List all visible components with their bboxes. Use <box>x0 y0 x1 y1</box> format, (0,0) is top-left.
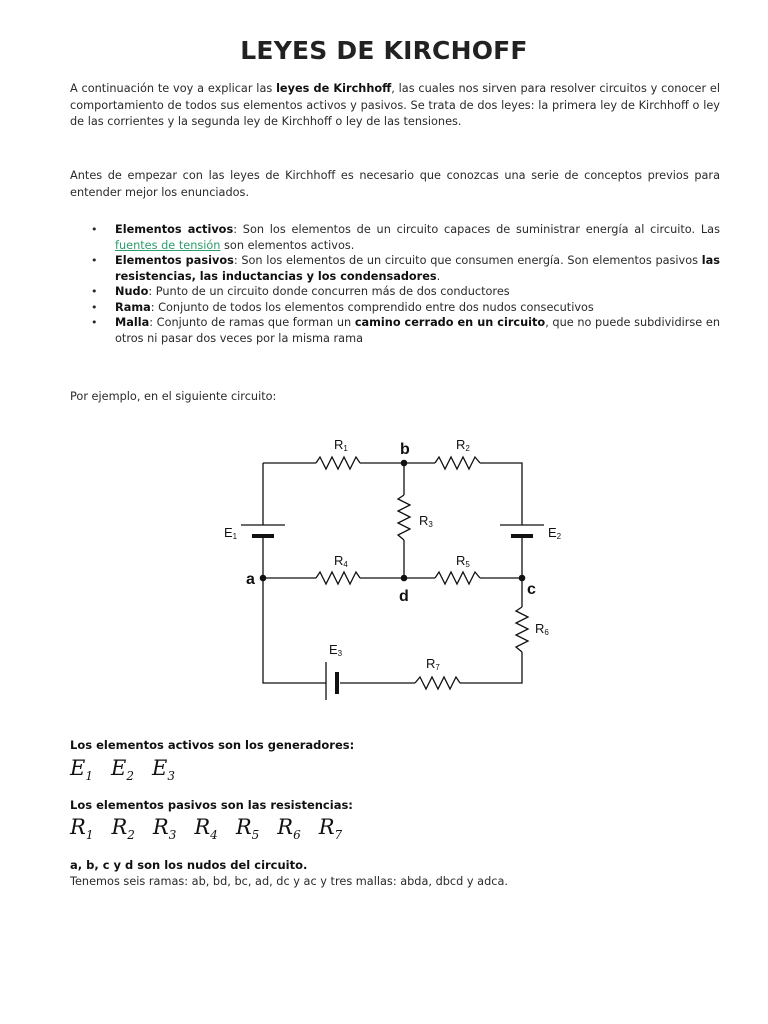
symbol-base: R <box>152 815 169 839</box>
passive-elements-symbols <box>70 815 720 842</box>
term-elementos-pasivos: Elementos pasivos <box>115 254 234 267</box>
active-elements-symbols <box>70 756 720 783</box>
symbol-base: R <box>318 815 335 839</box>
label-e1: E1 <box>224 525 238 541</box>
symbol-base: R <box>235 815 252 839</box>
label-r6: R6 <box>535 621 549 637</box>
symbol-subscript: 3 <box>167 769 175 784</box>
definition-text: : Punto de un circuito donde concurren más de dos conductores <box>148 285 510 298</box>
symbol-base: E <box>70 756 86 780</box>
definition-text: : Son los elementos de un circuito capaces de suministrar energía al circuito. Las <box>233 223 720 236</box>
intro-text-1: A continuación te voy a explicar las <box>70 82 277 95</box>
bullet-icon: • <box>91 285 98 298</box>
symbol-subscript: 4 <box>210 828 218 843</box>
definition-text: son elementos activos. <box>220 238 355 252</box>
math-symbol-r2 <box>111 815 134 842</box>
term-rama: Rama <box>115 300 151 314</box>
example-paragraph: Por ejemplo, en el siguiente circuito: <box>70 390 277 403</box>
fuentes-de-tension-link[interactable]: fuentes de tensión <box>115 238 221 252</box>
resistor-r7 <box>415 677 460 689</box>
symbol-subscript: 2 <box>127 828 135 843</box>
label-e3: E3 <box>329 642 343 658</box>
symbol-subscript: 6 <box>293 828 301 843</box>
list-item-nudo <box>91 284 720 300</box>
symbol-base: E <box>151 756 168 780</box>
resistor-r6 <box>516 607 528 652</box>
label-r2: R2 <box>456 437 470 453</box>
math-symbol-r1 <box>70 815 93 842</box>
symbol-base: R <box>70 815 86 839</box>
bullet-icon: • <box>91 254 98 267</box>
symbol-subscript: 1 <box>85 828 94 843</box>
resistor-r5 <box>435 572 480 584</box>
list-item-malla <box>91 315 720 346</box>
passive-elements-heading: Los elementos pasivos son las resistencias: <box>70 798 353 812</box>
nodes-heading: a, b, c y d son los nudos del circuito. <box>70 858 308 872</box>
bullet-icon: • <box>91 316 98 329</box>
math-symbol-r4 <box>194 815 217 842</box>
symbol-base: R <box>111 815 128 839</box>
circuit-diagram <box>200 420 580 700</box>
label-node-b: b <box>400 441 410 458</box>
symbol-subscript: 2 <box>126 769 134 784</box>
math-symbol-r7 <box>319 815 342 842</box>
math-symbol-e3 <box>152 756 175 783</box>
wire <box>263 578 326 683</box>
math-symbol-r3 <box>153 815 176 842</box>
symbol-subscript: 7 <box>334 828 343 843</box>
label-node-d: d <box>399 588 409 605</box>
list-item-elementos-pasivos <box>91 253 720 284</box>
page-title: LEYES DE KIRCHOFF <box>240 36 528 65</box>
resistor-r4 <box>316 572 360 584</box>
symbol-base: R <box>277 815 294 839</box>
definition-text: : Conjunto de ramas que forman un <box>149 316 355 329</box>
wire <box>460 652 522 683</box>
label-node-a: a <box>246 571 255 588</box>
intro-bold-term: leyes de Kirchhoff <box>276 82 392 95</box>
label-node-c: c <box>527 581 536 598</box>
wire <box>480 463 522 525</box>
math-symbol-r6 <box>277 815 300 842</box>
definition-text: : Son los elementos de un circuito que consumen energía. Son elementos pasivos <box>233 254 702 267</box>
node-dot-c <box>519 575 526 582</box>
definition-text: , que no puede subdividirse en otros ni pasar dos veces por la misma rama <box>115 316 720 345</box>
symbol-subscript: 3 <box>168 828 177 843</box>
before-paragraph: Antes de empezar con las leyes de Kirchhoff es necesario que conozcas una serie de conceptos previos para entender mejor los enunciados. <box>70 169 720 199</box>
label-r7: R7 <box>426 656 440 672</box>
definition-bold: las resistencias, las inductancias y los condensadores <box>115 254 720 283</box>
definition-text: : Conjunto de todos los elementos comprendido entre dos nudos consecutivos <box>150 300 594 314</box>
definition-bold: camino cerrado en un circuito <box>354 316 546 329</box>
intro-text-2: , las cuales nos sirven para resolver circuitos y conocer el comportamiento de todos sus elementos activos y pasivos. Se trata de dos leyes: la primera ley de Kirchhoff o ley de las corrientes y la segunda ley de Kirchhoff o ley de las tensiones. <box>70 82 721 128</box>
term-nudo: Nudo <box>115 285 149 298</box>
symbol-subscript: 5 <box>251 828 260 843</box>
symbol-base: R <box>194 815 211 839</box>
bullet-icon: • <box>91 223 98 236</box>
term-elementos-activos: Elementos activos <box>115 223 234 236</box>
intro-paragraph <box>70 81 720 131</box>
node-dot-d <box>401 575 408 582</box>
label-r3: R3 <box>419 513 433 529</box>
label-r1: R1 <box>334 437 348 453</box>
label-r5: R5 <box>456 553 470 569</box>
resistor-r1 <box>316 457 360 469</box>
resistor-r2 <box>435 457 480 469</box>
math-symbol-r5 <box>236 815 259 842</box>
definition-text: . <box>436 269 441 283</box>
math-symbol-e2 <box>111 756 134 783</box>
math-symbol-e1 <box>70 756 93 783</box>
label-r4: R4 <box>334 553 348 569</box>
list-item-rama <box>91 300 720 316</box>
node-dot-b <box>401 460 408 467</box>
resistor-r3 <box>398 495 410 540</box>
node-dot-a <box>260 575 267 582</box>
concepts-list <box>70 222 720 346</box>
symbol-base: E <box>110 756 127 780</box>
branches-meshes-text: Tenemos seis ramas: ab, bd, bc, ad, dc y ac y tres mallas: abda, dbcd y adca. <box>70 875 508 888</box>
term-malla: Malla <box>115 316 150 329</box>
label-e2: E2 <box>548 525 562 541</box>
active-elements-heading: Los elementos activos son los generadores: <box>70 738 355 752</box>
symbol-subscript: 1 <box>85 769 93 784</box>
list-item-elementos-activos <box>91 222 720 253</box>
bullet-icon: • <box>91 300 98 314</box>
